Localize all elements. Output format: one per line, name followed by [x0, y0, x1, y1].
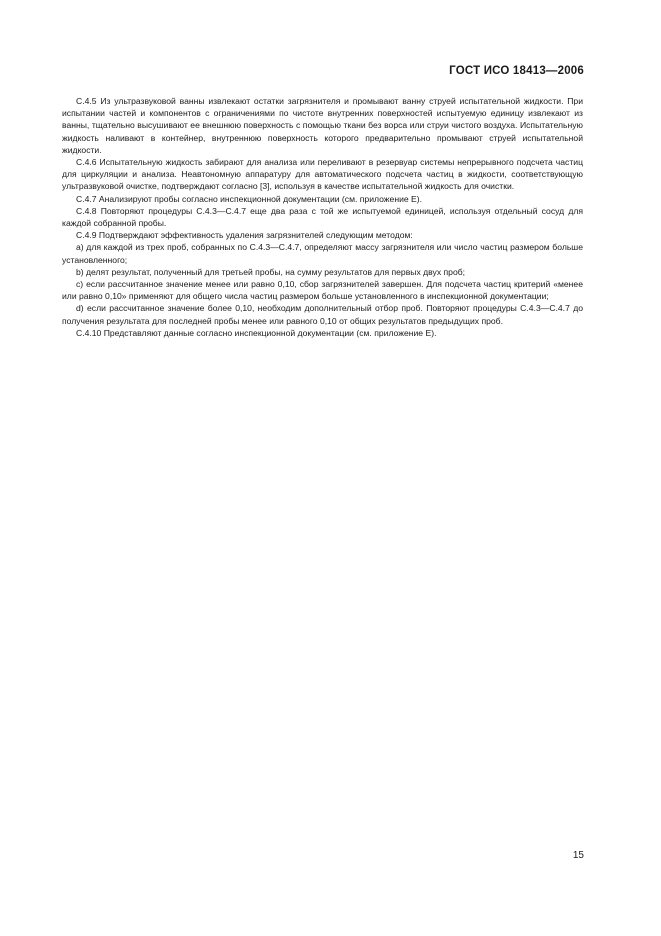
paragraph-c-4-9: С.4.9 Подтверждают эффективность удаления загрязнителей следующим методом:: [76, 230, 413, 241]
document-header: ГОСТ ИСО 18413—2006: [449, 65, 584, 77]
list-item-c: c) если рассчитанное значение менее или равно 0,10, сбор загрязнителей завершен. Для подсчета частиц критерий «менее или равно 0,10» применяют для общего числа частиц размером больше установленного в инспекционной документации;: [62, 279, 583, 302]
document-body: [62, 95, 583, 339]
page-number: 15: [572, 850, 584, 861]
paragraph-c-4-7: С.4.7 Анализируют пробы согласно инспекционной документации (см. приложение Е).: [76, 193, 423, 204]
list-item-d: d) если рассчитанное значение более 0,10, необходим дополнительный отбор проб. Повторяют процедуры С.4.3—С.4.7 до получения результата для последней пробы менее или равного 0,10 от общих результатов предыдущих проб.: [62, 303, 583, 326]
paragraph-c-4-10: С.4.10 Представляют данные согласно инспекционной документации (см. приложение Е).: [76, 327, 437, 338]
list-item-b: b) делят результат, полученный для третьей пробы, на сумму результатов для первых двух проб;: [76, 266, 466, 277]
paragraph-c-4-8: С.4.8 Повторяют процедуры С.4.3—С.4.7 еще два раза с той же испытуемой единицей, используя отдельный сосуд для каждой собранной пробы.: [62, 205, 583, 229]
paragraph-c-4-6: С.4.6 Испытательную жидкость забирают для анализа или переливают в резервуар системы непрерывного подсчета частиц для циркуляции и анализа. Неавтономную аппаратуру для автоматического подсчета частиц в жидкости, соответствующую ультразвуковой очистке, подтверждают согласно [3], используя в качестве испытательной жидкость для очистки.: [62, 157, 583, 192]
list-item-a: a) для каждой из трех проб, собранных по С.4.3—С.4.7, определяют массу загрязнителя или число частиц размером больше установленного;: [62, 242, 583, 265]
paragraph-c-4-5: С.4.5 Из ультразвуковой ванны извлекают остатки загрязнителя и промывают ванну струей испытательной жидкости. При испытании частей и компонентов с ограничениями по чистоте внутренних поверхностей испытуемую единицу извлекают из ванны, тщательно высушивают ее внешнюю поверхность с помощью ткани без ворса или струи чистого воздуха. Испытательную жидкость наливают в контейнер, внутреннюю поверхность которого предварительно промывают струей испытательной жидкости.: [62, 96, 583, 155]
